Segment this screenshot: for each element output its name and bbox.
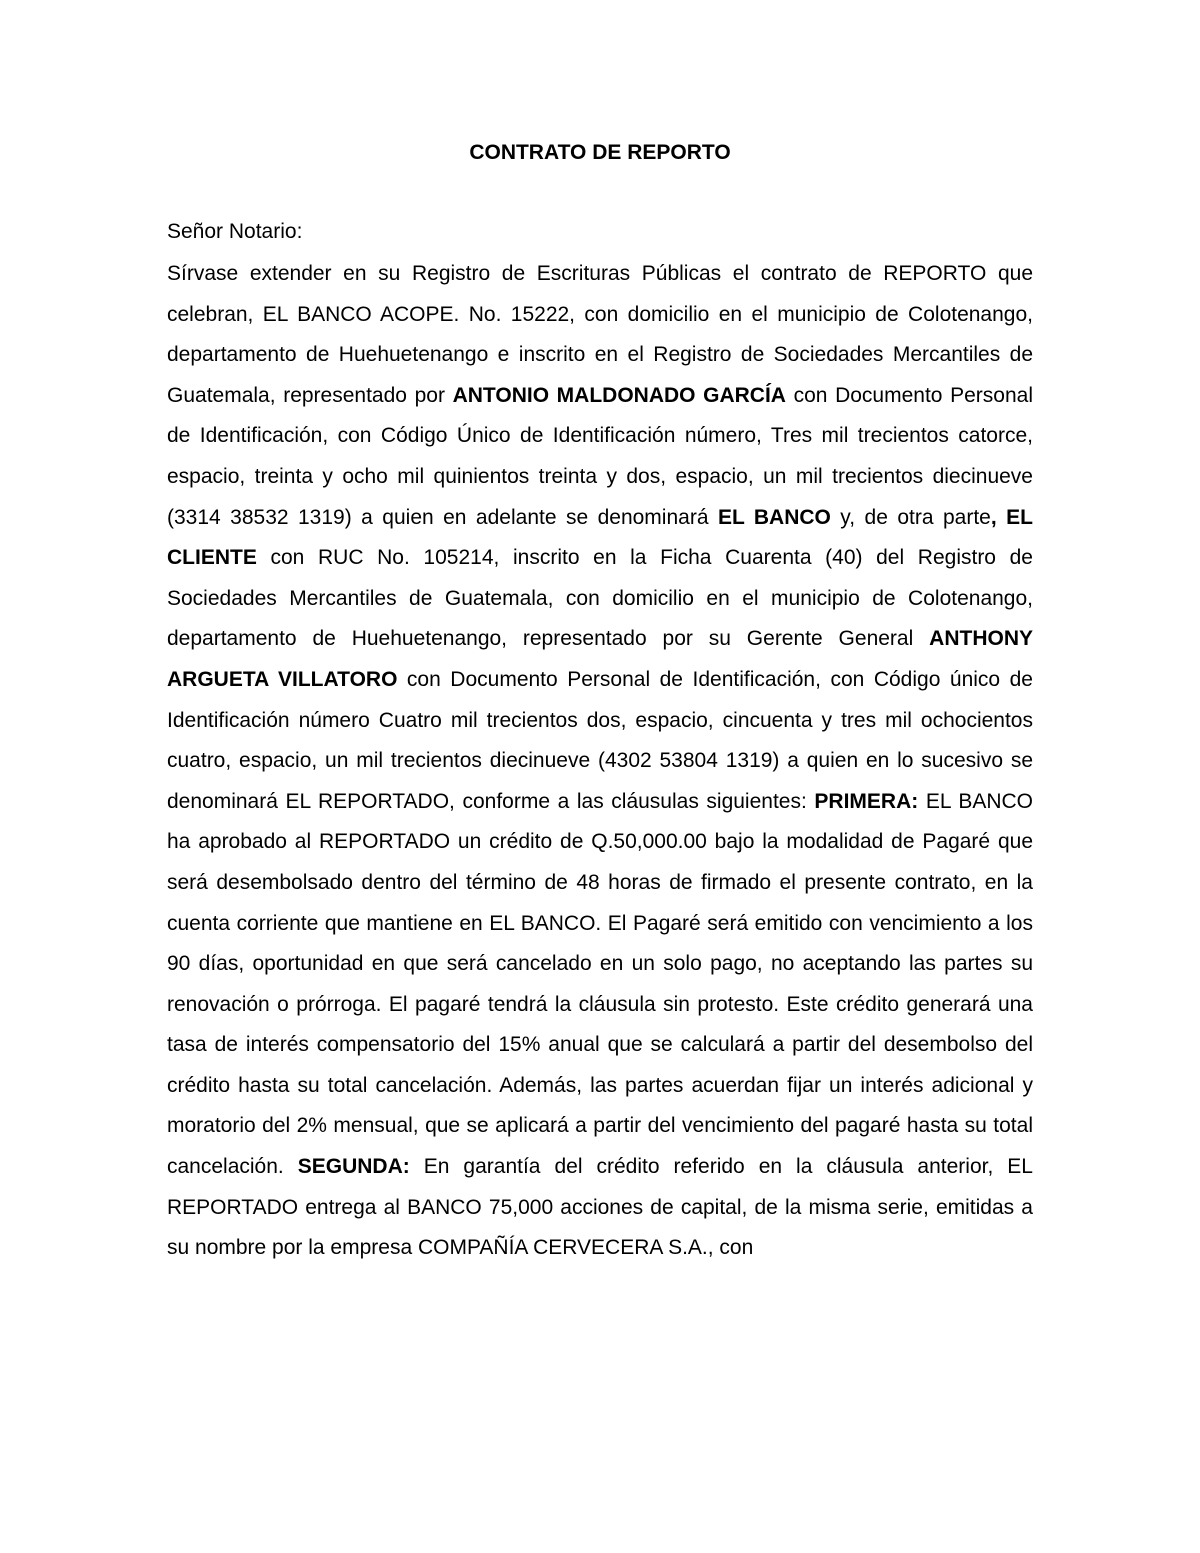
body-segment: con Documento Personal de Identificación, con Código Único de Identificación número, Tres mil trecientos catorce, espacio, treinta y ocho mil quinientos treinta y dos, espacio, un mil trecientos diecinueve (3314 38532 1319) a quien en adelante se denominará (167, 383, 1033, 529)
body-segment: y, de otra parte (830, 505, 991, 529)
term-el-cliente: , EL CLIENTE (167, 505, 1033, 570)
clause-primera-heading: PRIMERA: (814, 789, 919, 813)
salutation: Señor Notario: (167, 220, 303, 243)
body-segment: Sírvase extender en su Registro de Escrituras Públicas el contrato de REPORTO que celebran, EL BANCO ACOPE. No. 15222, con domicilio en el municipio de Colotenango, departamento de Huehuetenango e inscrito en el Registro de Sociedades Mercantiles de Guatemala, representado por (167, 262, 1033, 407)
body-segment: con Documento Personal de Identificación, con Código único de Identificación número Cuatro mil trecientos dos, espacio, cincuenta y tres mil ochocientos cuatro, espacio, un mil trecientos diecinueve (4302 53804 1319) a quien en lo sucesivo se denominará EL REPORTADO, conforme a las cláusulas siguientes: (167, 667, 1033, 813)
document-title: CONTRATO DE REPORTO (469, 141, 731, 164)
clause-primera-text: EL BANCO ha aprobado al REPORTADO un crédito de Q.50,000.00 bajo la modalidad de Pagaré que será desembolsado dentro del término de 48 horas de firmado el presente contrato, en la cuenta corriente que mantiene en EL BANCO. El Pagaré será emitido con vencimiento a los 90 días, oportunidad en que será cancelado en un solo pago, no aceptando las partes su renovación o prórroga. El pagaré tendrá la cláusula sin protesto. Este crédito generará una tasa de interés compensatorio del 15% anual que se calculará a partir del desembolso del crédito hasta su total cancelación. Además, las partes acuerdan fijar un interés adicional y moratorio del 2% mensual, que se aplicará a partir del vencimiento del pagaré hasta su total cancelación. (167, 789, 1034, 1179)
term-el-banco: EL BANCO (717, 505, 831, 529)
clause-segunda-text: En garantía del crédito referido en la cláusula anterior, EL REPORTADO entrega al BANCO 75,000 acciones de capital, de la misma serie, emitidas a su nombre por la empresa COMPAÑÍA CERVECERA S.A., con (167, 1155, 1033, 1260)
document-page (167, 137, 1033, 1269)
body-segment: con RUC No. 105214, inscrito en la Ficha Cuarenta (40) del Registro de Sociedades Mercantiles de Guatemala, con domicilio en el municipio de Colotenango, departamento de Huehuetenango, representado por su Gerente General (167, 546, 1033, 651)
party-name-anthony: ANTHONY ARGUETA VILLATORO (167, 627, 1033, 691)
contract-body (167, 254, 1033, 1269)
clause-segunda-heading: SEGUNDA: (297, 1155, 410, 1179)
party-name-antonio: ANTONIO MALDONADO GARCÍA (452, 383, 786, 407)
